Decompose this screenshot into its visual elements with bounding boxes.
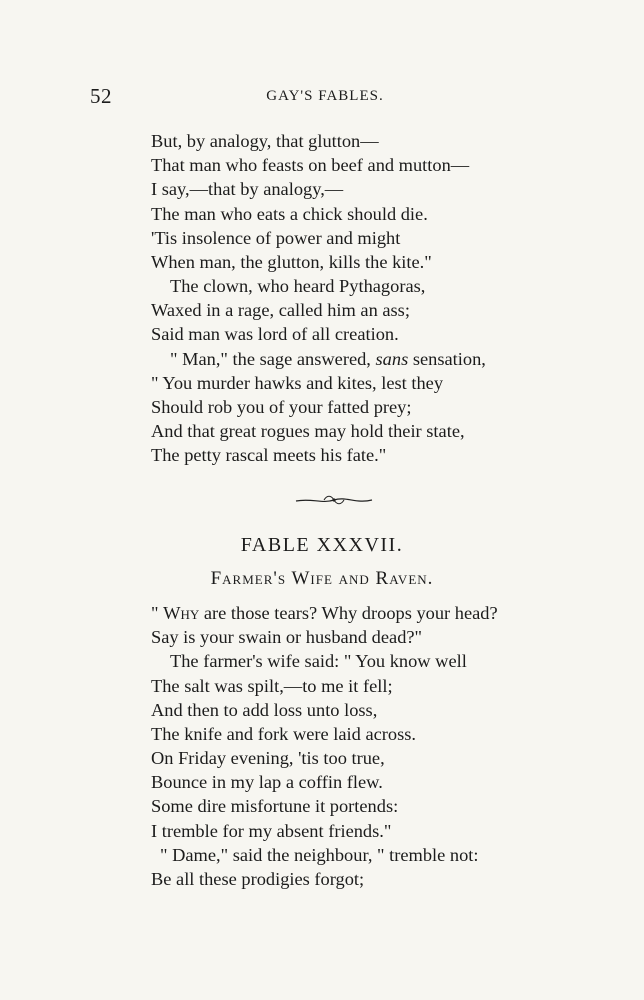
ornament-divider [294, 492, 374, 508]
verse-line: The knife and fork were laid across. [151, 724, 417, 744]
verse-line: " Dame," said the neighbour, " tremble not: [160, 845, 479, 865]
verse-line: Be all these prodigies forgot; [151, 869, 365, 889]
small-caps-word: Why [163, 603, 200, 623]
verse-line: That man who feasts on beef and mutton— [151, 155, 470, 175]
verse-line: Some dire misfortune it portends: [151, 796, 399, 816]
page-header [90, 84, 560, 114]
running-head: GAY'S FABLES. [266, 88, 384, 104]
verse-line: Waxed in a rage, called him an ass; [151, 300, 410, 320]
verse-line: I say,—that by analogy,— [151, 179, 344, 199]
verse-line: When man, the glutton, kills the kite." [151, 252, 432, 272]
verse-line: But, by analogy, that glutton— [151, 131, 379, 151]
verse-line: The farmer's wife said: " You know well [170, 651, 467, 671]
fable-title: FABLE XXXVII. [240, 534, 404, 556]
verse-line: On Friday evening, 'tis too true, [151, 748, 385, 768]
verse-line: The clown, who heard Pythagoras, [170, 276, 426, 296]
verse-line: I tremble for my absent friends." [151, 821, 392, 841]
verse-line: Say is your swain or husband dead?" [151, 627, 423, 647]
verse-line: " You murder hawks and kites, lest they [151, 373, 444, 393]
verse-line: Bounce in my lap a coffin flew. [151, 772, 383, 792]
verse-line: Said man was lord of all creation. [151, 324, 399, 344]
verse-line: " Man," the sage answered, sans sensation, [170, 349, 486, 369]
verse-line: 'Tis insolence of power and might [151, 228, 401, 248]
page-number: 52 [90, 84, 112, 108]
verse-line: The man who eats a chick should die. [151, 204, 428, 224]
verse-line: Should rob you of your fatted prey; [151, 397, 412, 417]
verse-line: And then to add loss unto loss, [151, 700, 378, 720]
fable-subtitle: Farmer's Wife and Raven. [210, 568, 434, 589]
verse-line: The petty rascal meets his fate." [151, 445, 387, 465]
verse-line: " Why are those tears? Why droops your head? [151, 603, 498, 623]
verse-line: And that great rogues may hold their state, [151, 421, 465, 441]
italic-word: sans [375, 349, 409, 369]
verse-line: The salt was spilt,—to me it fell; [151, 676, 393, 696]
